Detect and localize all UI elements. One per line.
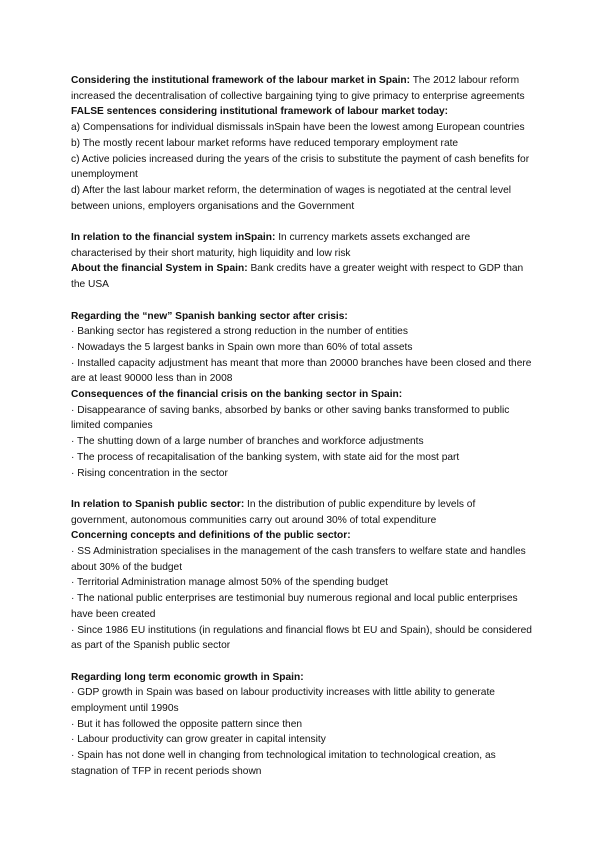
list-item: · Labour productivity can grow greater in capital intensity bbox=[71, 734, 326, 746]
list-item: a) Compensations for individual dismissals inSpain have been the lowest among European countries bbox=[71, 122, 525, 134]
list-item: · Banking sector has registered a strong reduction in the number of entities bbox=[71, 326, 408, 338]
list-item: · Since 1986 EU institutions (in regulations and financial flows bt EU and Spain), should be considered as part of the Spanish public sector bbox=[71, 624, 532, 652]
paragraph bbox=[71, 230, 533, 261]
paragraph bbox=[71, 387, 533, 403]
list-item: · The shutting down of a large number of branches and workforce adjustments bbox=[71, 436, 424, 448]
list-item: · The national public enterprises are testimonial buy numerous regional and local public enterprises have been created bbox=[71, 593, 518, 620]
list-item: · SS Administration specialises in the management of the cash transfers to welfare state and handles about 30% of the budget bbox=[71, 546, 526, 573]
list-item: · But it has followed the opposite pattern since then bbox=[71, 718, 303, 730]
list-item: · GDP growth in Spain was based on labour productivity increases with little ability to generate employment until 1990s bbox=[71, 687, 495, 715]
financial-system-section bbox=[71, 230, 533, 293]
paragraph bbox=[71, 670, 533, 686]
spacer bbox=[71, 214, 533, 230]
paragraph bbox=[71, 104, 533, 120]
paragraph-heading: About the financial System in Spain: bbox=[71, 263, 248, 275]
list-item: · Rising concentration in the sector bbox=[71, 467, 228, 479]
document-page bbox=[71, 73, 533, 780]
list-item: · Installed capacity adjustment has meant that more than 20000 branches have been closed and there are at least 90000 less than in 2008 bbox=[71, 357, 532, 385]
banking-sector-section bbox=[71, 309, 533, 482]
paragraph-heading: Considering the institutional framework of the labour market in Spain: bbox=[71, 75, 411, 86]
spacer bbox=[71, 654, 533, 670]
paragraph-heading: In relation to Spanish public sector: bbox=[71, 498, 245, 510]
paragraph bbox=[71, 528, 533, 544]
paragraph bbox=[71, 73, 533, 104]
paragraph-heading: Concerning concepts and definitions of the public sector: bbox=[71, 530, 351, 542]
list-item: b) The mostly recent labour market reforms have reduced temporary employment rate bbox=[71, 137, 459, 149]
paragraph bbox=[71, 261, 533, 292]
public-sector-section bbox=[71, 497, 533, 654]
paragraph-text: The 2012 labour reform increased the decentralisation of collective bargaining tying to give primacy to enterprise agreements bbox=[71, 75, 525, 102]
paragraph-heading: Regarding long term economic growth in Spain: bbox=[71, 671, 304, 683]
paragraph-heading: FALSE sentences considering institutional framework of labour market today: bbox=[71, 106, 449, 118]
paragraph-text: In currency markets assets exchanged are characterised by their short maturity, high liquidity and low risk bbox=[71, 232, 471, 259]
list-item: d) After the last labour market reform, the determination of wages is negotiated at the central level between unions, employers organisations and the Government bbox=[71, 184, 511, 212]
list-item: · Spain has not done well in changing from technological imitation to technological creation, as stagnation of TFP in recent periods shown bbox=[71, 750, 496, 777]
list-item: · The process of recapitalisation of the banking system, with state aid for the most part bbox=[71, 451, 460, 463]
labour-market-section bbox=[71, 73, 533, 214]
paragraph-text: Bank credits have a greater weight with respect to GDP than the USA bbox=[71, 263, 524, 291]
spacer bbox=[71, 481, 533, 497]
economic-growth-section bbox=[71, 670, 533, 780]
paragraph-heading: In relation to the financial system inSpain: bbox=[71, 232, 276, 244]
list-item: · Disappearance of saving banks, absorbed by banks or other saving banks transformed to public limited companies bbox=[71, 404, 510, 432]
list-item: · Territorial Administration manage almost 50% of the spending budget bbox=[71, 577, 388, 589]
paragraph-heading: Regarding the “new” Spanish banking sector after crisis: bbox=[71, 310, 348, 322]
spacer bbox=[71, 293, 533, 309]
paragraph bbox=[71, 497, 533, 528]
paragraph-text: In the distribution of public expenditure by levels of government, autonomous communities carry out around 30% of total expenditure bbox=[71, 498, 476, 526]
list-item: c) Active policies increased during the years of the crisis to substitute the payment of cash benefits for unemployment bbox=[71, 153, 530, 181]
list-item: · Nowadays the 5 largest banks in Spain own more than 60% of total assets bbox=[71, 341, 413, 353]
paragraph-heading: Consequences of the financial crisis on the banking sector in Spain: bbox=[71, 389, 403, 401]
paragraph bbox=[71, 309, 533, 325]
